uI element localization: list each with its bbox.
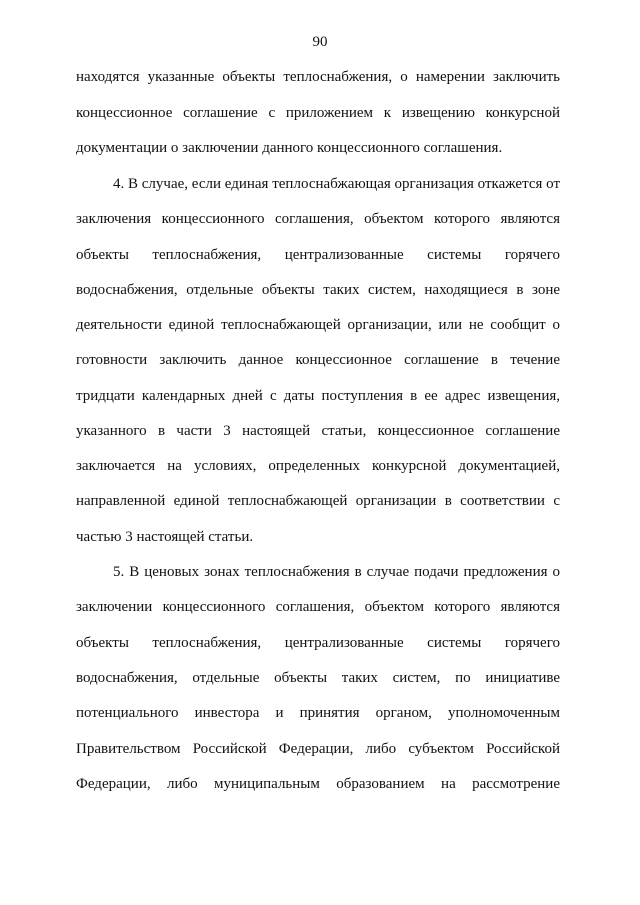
text-line: заключения концессионного соглашения, объектом которого являются [76,211,560,227]
text-line: готовности заключить данное концессионное соглашение в течение [76,352,560,368]
text-line: заключается на условиях, определенных конкурсной документацией, [76,458,560,474]
text-line: заключении концессионного соглашения, объектом которого являются [76,599,560,615]
text-line: направленной единой теплоснабжающей организации в соответствии с [76,493,560,509]
text-line: деятельности единой теплоснабжающей организации, или не сообщит о [76,317,560,333]
paragraph-start-line: 4. В случае, если единая теплоснабжающая организация откажется от [113,176,560,192]
text-line: концессионное соглашение с приложением к извещению конкурсной [76,105,560,121]
text-line: объекты теплоснабжения, централизованные системы горячего [76,635,560,651]
text-line: Правительством Российской Федерации, либо субъектом Российской [76,741,560,757]
text-line: водоснабжения, отдельные объекты таких систем, находящиеся в зоне [76,282,560,298]
text-line: указанного в части 3 настоящей статьи, концессионное соглашение [76,423,560,439]
text-line: Федерации, либо муниципальным образованием на рассмотрение [76,776,560,792]
text-line: находятся указанные объекты теплоснабжения, о намерении заключить [76,69,560,85]
text-line: водоснабжения, отдельные объекты таких систем, по инициативе [76,670,560,686]
text-line: объекты теплоснабжения, централизованные системы горячего [76,247,560,263]
page-number: 90 [312,34,328,50]
text-line: частью 3 настоящей статьи. [76,529,254,545]
text-line: тридцати календарных дней с даты поступления в ее адрес извещения, [76,388,560,404]
paragraph-start-line: 5. В ценовых зонах теплоснабжения в случае подачи предложения о [113,564,560,580]
text-line: документации о заключении данного концессионного соглашения. [76,140,503,156]
text-line: потенциального инвестора и принятия органом, уполномоченным [76,705,560,721]
